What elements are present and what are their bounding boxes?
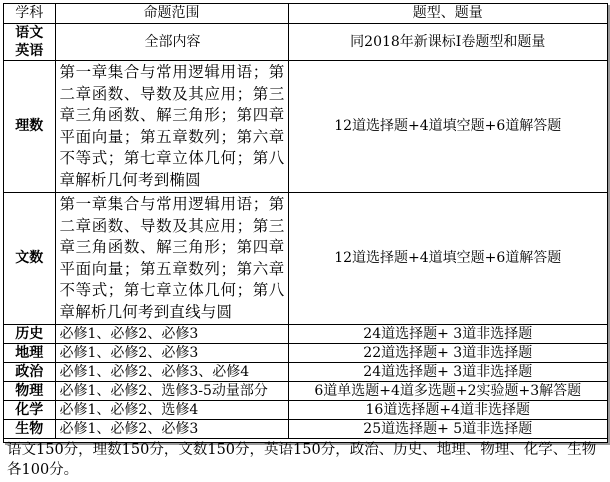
table-row-chinese-english xyxy=(4,24,607,61)
header-subject: 学科 xyxy=(4,4,55,24)
table-footer-row xyxy=(4,439,607,482)
subject-cell: 生物 xyxy=(4,420,55,439)
header-qtype: 题型、题量 xyxy=(288,4,607,24)
score-summary: 语文150分，理数150分，文数150分，英语150分，政治、历史、地理、物理、化学、生物各100分。 xyxy=(4,439,607,482)
range-cell: 第一章集合与常用逻辑用语；第二章函数、导数及其应用；第三章三角函数、解三角形；第四章平面向量；第五章数列；第六章不等式；第七章立体几何；第八章解析几何考到直线与圆 xyxy=(55,193,288,325)
range-cell: 第一章集合与常用逻辑用语；第二章函数、导数及其应用；第三章三角函数、解三角形；第四章平面向量；第五章数列；第六章不等式；第七章立体几何；第八章解析几何考到椭圆 xyxy=(55,61,288,193)
subject-cell: 化学 xyxy=(4,401,55,420)
range-cell: 必修1、必修2、必修3 xyxy=(55,344,288,363)
qtype-cell: 24道选择题+ 3道非选择题 xyxy=(288,363,607,382)
table-row xyxy=(4,382,607,401)
table-header-row xyxy=(4,4,607,24)
subject-cell: 文数 xyxy=(4,193,55,325)
table-row xyxy=(4,401,607,420)
subject-chinese: 语文 xyxy=(4,24,55,42)
qtype-cell: 同2018年新课标I卷题型和题量 xyxy=(288,24,607,61)
range-cell: 必修1、必修2、必修3 xyxy=(55,325,288,344)
table-row-arts-math xyxy=(4,193,607,325)
qtype-cell: 24道选择题+ 3道非选择题 xyxy=(288,325,607,344)
range-cell: 必修1、必修2、选修3-5动量部分 xyxy=(55,382,288,401)
range-cell: 必修1、必修2、必修3、必修4 xyxy=(55,363,288,382)
qtype-cell: 16道选择题+4道非选择题 xyxy=(288,401,607,420)
qtype-cell: 25道选择题+ 5道非选择题 xyxy=(288,420,607,439)
table-row xyxy=(4,420,607,439)
subject-cell: 历史 xyxy=(4,325,55,344)
subject-cell: 政治 xyxy=(4,363,55,382)
qtype-cell: 12道选择题+4道填空题+6道解答题 xyxy=(288,193,607,325)
table-row-science-math xyxy=(4,61,607,193)
table-row xyxy=(4,344,607,363)
range-cell: 全部内容 xyxy=(55,24,288,61)
range-cell: 必修1、必修2、选修4 xyxy=(55,401,288,420)
exam-scope-table xyxy=(4,4,607,482)
subject-cell: 物理 xyxy=(4,382,55,401)
qtype-cell: 12道选择题+4道填空题+6道解答题 xyxy=(288,61,607,193)
header-range: 命题范围 xyxy=(55,4,288,24)
range-cell: 必修1、必修2、必修3 xyxy=(55,420,288,439)
qtype-cell: 6道单选题+4道多选题+2实验题+3解答题 xyxy=(288,382,607,401)
qtype-cell: 22道选择题+ 3道非选择题 xyxy=(288,344,607,363)
subject-cell xyxy=(4,24,55,61)
subject-cell: 理数 xyxy=(4,61,55,193)
table-row xyxy=(4,363,607,382)
subject-english: 英语 xyxy=(4,42,55,60)
exam-scope-table-frame xyxy=(3,3,608,443)
subject-cell: 地理 xyxy=(4,344,55,363)
table-row xyxy=(4,325,607,344)
